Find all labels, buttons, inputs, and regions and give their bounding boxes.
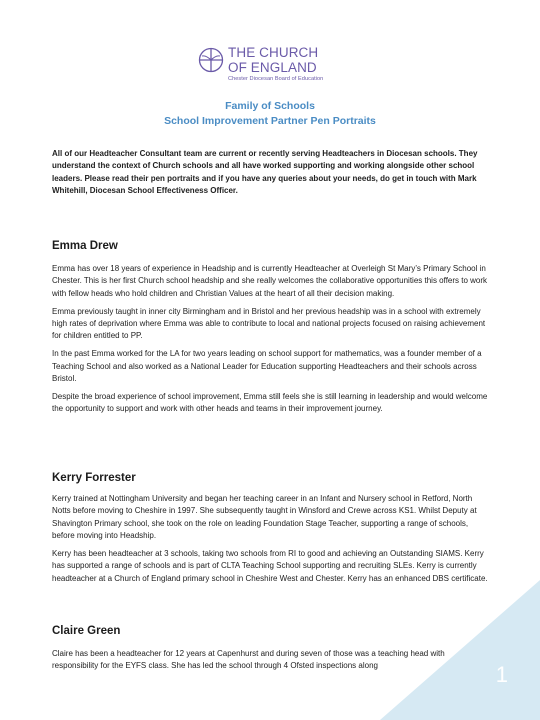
logo-line-2: OF ENGLAND <box>228 59 317 75</box>
paragraph: Kerry has been headteacher at 3 schools, taking two schools from RI to good and achieving an Outstanding SIAMS. Kerry has supported a range of schools and is part of CLTA Teaching School supporting and recruiting SLEs. Kerry is currently headteacher at a Church of England primary school in Cheshire West and Chester. Kerry has an enhanced DBS certificate. <box>52 549 488 583</box>
paragraph: Claire has been a headteacher for 12 years at Capenhurst and during seven of those was a teaching head with responsibility for the EYFS class. She has led the school through 4 Ofsted inspections along <box>52 649 445 671</box>
logo-line-1: THE CHURCH <box>228 45 319 60</box>
cross-emblem-icon <box>198 47 224 73</box>
paragraph: Emma has over 18 years of experience in Headship and is currently Headteacher at Overleigh St Mary’s Primary School in Chester. This is her first Church school headship and she really welcomes the collaborative opportunities this offers to work with fellow heads who hold children and Christian Values at the heart of all their decision making. <box>52 264 488 298</box>
church-of-england-logo <box>198 46 323 82</box>
title-line-1: Family of Schools <box>225 100 315 112</box>
section-heading: Kerry Forrester <box>52 472 136 484</box>
logo-subtitle: Chester Diocesan Board of Education <box>228 76 324 82</box>
page-number: 1 <box>495 662 508 687</box>
paragraph: Emma previously taught in inner city Birmingham and in Bristol and her previous headship was in a school with extremely high rates of deprivation where Emma was able to contribute to local and national projects focused on raising achievement for children entitled to PP. <box>52 306 486 341</box>
paragraph: Kerry trained at Nottingham University and began her teaching career in an Infant and Nursery school in Retford, North Notts before moving to Cheshire in 1997. She subsequently taught in Winsford and Crewe across KS1. Whilst Deputy at Shavington Primary school, she took on the role on leading Foundation Stage Teacher, supporting a range of schools, before moving into Headship. <box>52 494 477 541</box>
document-title <box>0 99 540 129</box>
section-body <box>52 263 492 421</box>
paragraph: In the past Emma worked for the LA for two years leading on school support for mathematics, was a founder member of a Teaching School and also worked as a National Leader for Education supporting Headteachers and their schools across Bristol. <box>52 349 482 384</box>
title-line-2: School Improvement Partner Pen Portraits <box>164 115 376 127</box>
section-heading: Claire Green <box>52 625 121 637</box>
paragraph: Despite the broad experience of school improvement, Emma still feels she is still learning in leadership and would welcome the opportunity to support and work with other heads and teams in their improvement journey. <box>52 391 488 414</box>
section-heading: Emma Drew <box>52 240 118 252</box>
section-body <box>52 648 492 678</box>
intro-paragraph: All of our Headteacher Consultant team are current or recently serving Headteachers in Diocesan schools. They understand the context of Church schools and all have worked supporting and working alongside other school leaders. Please read their pen portraits and if you have any queries about your needs, do get in touch with Mark Whitehill, Diocesan School Effectiveness Officer. <box>52 149 478 196</box>
section-body <box>52 493 492 591</box>
